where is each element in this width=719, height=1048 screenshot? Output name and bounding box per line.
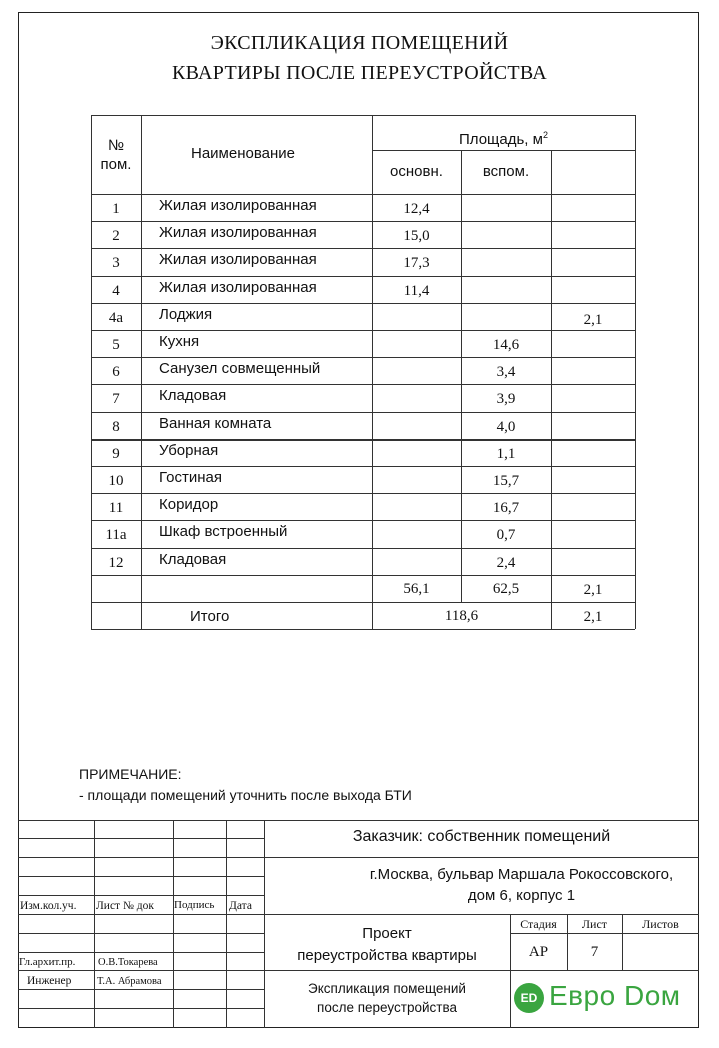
room-number: 9: [112, 445, 120, 462]
room-number: 8: [112, 418, 120, 435]
total-extra: 2,1: [583, 608, 603, 625]
subtotal-extra: 2,1: [583, 581, 603, 598]
room-name: Лоджия: [159, 305, 213, 323]
document-title-line2: КВАРТИРЫ ПОСЛЕ ПЕРЕУСТРОЙСТВА: [172, 62, 547, 84]
room-name: Жилая изолированная: [159, 251, 317, 269]
name-engineer: Т.А. Абрамова: [97, 976, 162, 987]
role-engineer: Инженер: [27, 975, 72, 987]
area-aux: 15,7: [492, 473, 520, 489]
room-name: Уборная: [159, 441, 219, 459]
address-line1: г.Москва, бульвар Маршала Рокоссовского,: [369, 866, 674, 883]
total-label: Итого: [190, 607, 230, 625]
sheet-label: Лист: [581, 917, 608, 931]
room-name: Жилая изолированная: [159, 278, 317, 296]
room-number: 12: [108, 554, 124, 571]
customer-label: Заказчик: собственник помещений: [352, 828, 611, 845]
room-name: Ванная комната: [159, 414, 272, 432]
area-aux: 2,4: [496, 554, 516, 571]
col-list-doc: Лист № док: [96, 900, 154, 912]
name-chief-architect: О.В.Токарева: [98, 957, 158, 968]
room-number: 3: [112, 255, 120, 272]
stage-label: Стадия: [520, 917, 557, 931]
area-aux: 14,6: [492, 337, 520, 353]
header-num-label: пом.: [100, 156, 132, 173]
room-number: 2: [112, 228, 120, 245]
doc-line2: после переустройства: [317, 1000, 457, 1015]
area-aux: 3,9: [496, 391, 516, 408]
header-area-sup: 2: [542, 130, 548, 140]
room-number: 4: [112, 282, 120, 299]
room-name: Жилая изолированная: [159, 197, 317, 214]
header-main: основн.: [390, 163, 443, 180]
header-num: №: [107, 137, 125, 154]
room-name: Жилая изолированная: [159, 224, 317, 242]
area-extra: 2,1: [583, 311, 603, 328]
subtotal-main: 56,1: [403, 580, 430, 597]
room-name: Кладовая: [159, 387, 227, 405]
area-main: 12,4: [403, 201, 430, 217]
note-heading: ПРИМЕЧАНИЕ:: [79, 766, 182, 782]
room-number: 11а: [105, 527, 127, 544]
sheets-label: Листов: [642, 917, 679, 931]
col-date: Дата: [229, 900, 252, 912]
room-name: Коридор: [159, 496, 219, 514]
area-aux: 1,1: [496, 445, 516, 462]
logo-mark-icon: ED: [514, 983, 544, 1013]
sheet-value: 7: [590, 944, 599, 960]
project-line2: переустройства квартиры: [297, 947, 477, 964]
total-sum: 118,6: [444, 607, 479, 624]
room-name: Санузел совмещенный: [159, 360, 321, 378]
area-aux: 4,0: [496, 418, 516, 435]
note-text: - площади помещений уточнить после выхода БТИ: [79, 787, 412, 803]
room-name: Шкаф встроенный: [159, 523, 288, 541]
logo-text: Евро Dом: [549, 980, 681, 1011]
stage-value: АР: [528, 944, 549, 960]
room-number: 10: [108, 473, 124, 489]
room-name: Гостиная: [159, 469, 222, 486]
room-number: 1: [112, 201, 120, 217]
role-chief-architect: Гл.архит.пр.: [19, 956, 76, 968]
room-number: 6: [112, 364, 120, 381]
room-name: Кладовая: [159, 550, 227, 568]
project-line1: Проект: [362, 925, 412, 942]
area-main: 15,0: [403, 228, 430, 245]
room-number: 11: [108, 500, 124, 517]
area-aux: 3,4: [496, 364, 516, 381]
subtotal-aux: 62,5: [492, 580, 520, 597]
room-number: 5: [112, 337, 120, 353]
header-name: Наименование: [191, 145, 295, 162]
area-aux: 16,7: [492, 500, 520, 517]
col-izm: Изм.кол.уч.: [20, 900, 77, 912]
address-line2: дом 6, корпус 1: [467, 887, 576, 904]
room-number: 4а: [108, 309, 124, 326]
doc-line1: Экспликация помещений: [308, 981, 466, 996]
area-main: 11,4: [403, 282, 430, 299]
room-number: 7: [112, 391, 120, 408]
document-title-line1: ЭКСПЛИКАЦИЯ ПОМЕЩЕНИЙ: [210, 32, 509, 54]
room-name: Кухня: [159, 333, 200, 350]
col-sign: Подпись: [174, 899, 215, 911]
area-aux: 0,7: [496, 527, 516, 544]
header-aux: вспом.: [482, 163, 530, 180]
area-main: 17,3: [403, 255, 430, 272]
header-area: Площадь, $м^2$: [459, 130, 548, 148]
